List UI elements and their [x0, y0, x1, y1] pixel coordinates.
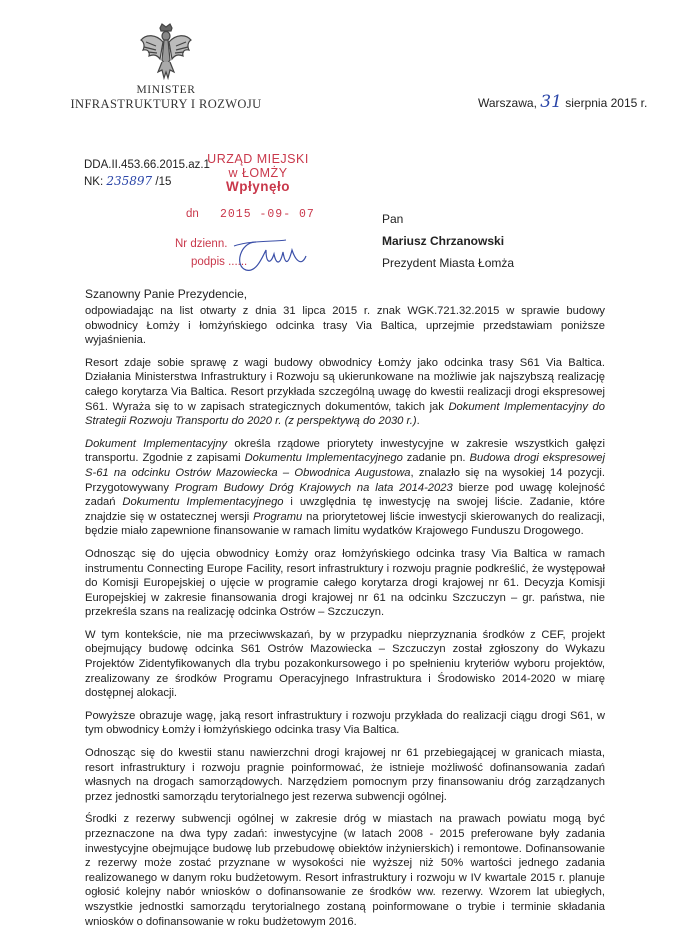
place-date-day-handwritten: 31: [540, 92, 562, 112]
paragraph-7: Odnosząc się do kwestii stanu nawierzchni drogi krajowej nr 61 przebiegającej w granicach miasta, resort infrastruktury i rozwoju pragnie poinformować, że istnieje możliwość dofinansowania zadań własnych na drogach samorządowych. Narzędziem pomocnym przy finansowaniu dróg zarządzanych przez jednostki samorządu terytorialnego jest rezerwa subwencji ogólnej.: [85, 747, 605, 803]
ministry-line-1: MINISTER: [136, 84, 196, 96]
paragraph-1: odpowiadając na list otwarty z dnia 31 lipca 2015 r. znak WGK.721.32.2015 w sprawie budowy obwodnicy Łomży i łomżyńskiego odcinka trasy Via Baltica, uprzejmie przedstawiam poniższe wyjaśnienia.: [85, 305, 605, 347]
paragraph-2-end: .: [416, 415, 420, 428]
incoming-stamp: [196, 152, 320, 194]
p3-italic-2: Dokumentu Implementacyjnego: [244, 452, 403, 465]
paragraph-6: Powyższe obrazuje wagę, jaką resort infrastruktury i rozwoju przykłada do realizacji ciągu drogi S61, w tym obwodnicy Łomży i łomżyńskiego odcinka trasy Via Baltica.: [85, 709, 605, 737]
handwritten-signature: [226, 236, 308, 276]
ministry-header: [60, 84, 272, 112]
paragraph-2-text: Resort zdaje sobie sprawę z wagi budowy obwodnicy Łomży jako odcinka trasy S61 Via Baltica. Działania Ministerstwa Infrastruktury i Rozwoju są ukierunkowane na możliwie jak najszybszą realizację całego korytarza Via Baltica. Resort przykłada szczególną uwagę do kwestii realizacji drogi ekspresowej S61. Wyraża się to w zapisach strategicznych dokumentów, takich jak: [85, 356, 605, 413]
recipient-salutation: Pan: [382, 212, 404, 226]
place-date-prefix: Warszawa,: [478, 96, 537, 110]
stamp-received: Wpłynęło: [226, 179, 290, 194]
ministry-line-2: INFRASTRUKTURY I ROZWOJU: [70, 97, 262, 111]
reference-nk-label: NK:: [84, 176, 104, 188]
stamp-city: w ŁOMŻY: [228, 166, 288, 180]
p3-italic-5: Dokumentu Implementacyjnego: [122, 496, 284, 509]
eagle-emblem-icon: [138, 22, 194, 82]
recipient-title: Prezydent Miasta Łomża: [382, 256, 515, 270]
p3-italic-4: Program Budowy Dróg Krajowych na lata 2014-2023: [174, 481, 453, 494]
p3-text-3: , znalazło się na wysokiej 14 pozycji. Przygotowywany: [85, 466, 605, 494]
p3-text-4: bierze pod uwagę kolejność zadań: [85, 481, 605, 509]
p3-italic-1: Dokument Implementacyjny: [85, 437, 228, 450]
stamp-date-label: dn: [186, 208, 199, 220]
p3-text-6: na priorytetowej liście inwestycji skierowanych do realizacji, będzie miało zapewnione finansowanie w ramach limitu wydatków Krajowego Funduszu Drogowego.: [85, 510, 605, 538]
letter-body: [85, 304, 605, 937]
reference-nk: [84, 174, 171, 188]
p3-text-2: zadanie pn.: [402, 452, 470, 465]
paragraph-2: [85, 356, 605, 429]
reference-dda-text: DDA.II.453.66.2015.az.1: [84, 159, 210, 171]
paragraph-8: Środki z rezerwy subwencji ogólnej w zakresie dróg w miastach na prawach powiatu mogą być przeznaczone na dwa typy zadań: inwestycyjne (w latach 2008 - 2015 preferowane były zadania inwestycyjne obejmujące budowę lub przebudowę obiektów inżynierskich) i remontowe. Dofinansowanie z rezerwy może zostać przyznane w wysokości nie wyższej niż 50% wartości jednego zadania realizowanego w danym roku budżetowym. Resort infrastruktury i rozwoju w IV kwartale 2015 r. planuje ogłosić kolejny nabór wniosków o dofinansowanie ze środków ww. rezerwy. Wzorem lat ubiegłych, wszystkie jednostki samorządu terytorialnego zostaną poinformowane o trybie i terminie składania wniosków o dofinansowanie w roku budżetowym 2016.: [85, 813, 605, 928]
paragraph-4: Odnosząc się do ujęcia obwodnicy Łomży oraz łomżyńskiego odcinka trasy Via Baltica w ramach instrumentu Connecting Europe Facility, resort infrastruktury i rozwoju pragnie podkreślić, że występował do Komisji Europejskiej o ujęcie w programie całego korytarza drogi krajowej nr 61. Decyzja Komisji Europejskiej w zakresie finansowania drogi krajowej nr 61 na odcinku Szczuczyn – gr. państwa, nie przekreśla szans na realizację odcinka Ostrów – Szczuczyn.: [85, 547, 605, 619]
letter-greeting: Szanowny Panie Prezydencie,: [85, 287, 248, 301]
stamp-office: URZĄD MIEJSKI: [207, 152, 309, 166]
paragraph-5: W tym kontekście, nie ma przeciwwskazań, by w przypadku nieprzyznania środków z CEF, projekt obejmujący budowę odcinka S61 Ostrów Mazowiecka – Szczuczyn został zgłoszony do Wykazu Projektów Zidentyfikowanych dla trybu pozakonkursowego i po spełnieniu kryteriów wyboru projektów, zrealizowany ze środków Programu Operacyjnego Infrastruktura i Środowisko 2014-2020 w miarę dostępnej alokacji.: [85, 628, 605, 700]
stamp-journal-number: Nr dzienn.: [175, 238, 228, 250]
p3-italic-3: Budowa drogi ekspresowej S-61 na odcinku Ostrów Mazowiecka – Obwodnica Augustowa: [85, 452, 605, 479]
p3-text-5: i uwzględnia tę inwestycję na swojej liście. Zadanie, które znajdzie się w ostatecznej wersji: [85, 496, 605, 523]
stamp-signature-label: podpis ......: [191, 256, 248, 268]
place-date: [478, 92, 647, 112]
stamp-date-row: [186, 208, 315, 221]
reference-dda: [84, 159, 210, 171]
paragraph-2-italic: Dokument Implementacyjny do Strategii Rozwoju Transportu do 2020 r. (z perspektywą do 2030 r.): [85, 400, 605, 428]
p3-italic-6: Programu: [253, 510, 303, 523]
recipient-name: Mariusz Chrzanowski: [382, 234, 505, 248]
p3-text-1: określa rządowe priorytety inwestycyjne w zakresie wszystkich gałęzi transportu. Zgodnie z zapisami: [85, 437, 605, 465]
place-date-suffix: sierpnia 2015 r.: [565, 96, 648, 110]
reference-nk-handwritten: 235897: [106, 174, 153, 188]
paragraph-3: [85, 437, 605, 539]
reference-nk-suffix: /15: [155, 176, 172, 188]
stamp-date-value: 2015 -09- 07: [220, 208, 315, 221]
